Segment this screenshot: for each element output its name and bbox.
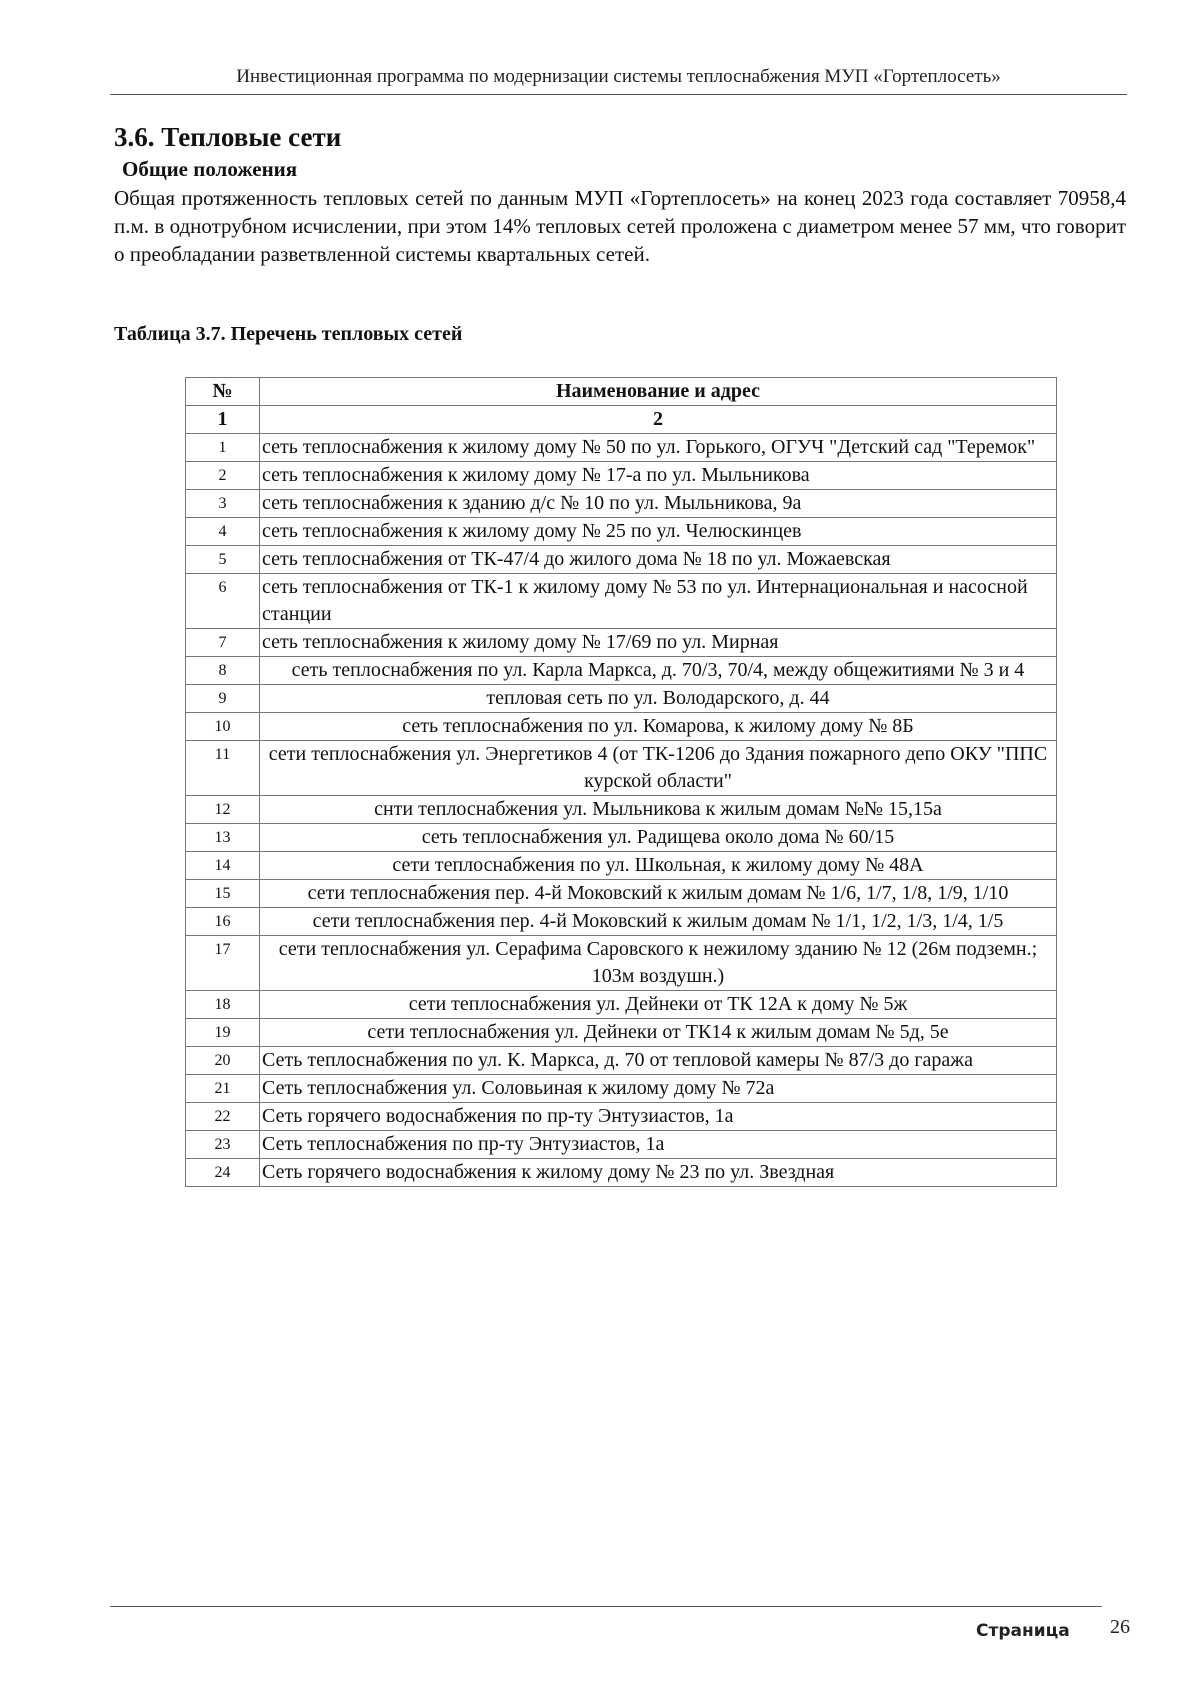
table-row [186,713,1057,741]
table-row [186,1131,1057,1159]
row-name-address: сеть теплоснабжения от ТК-47/4 до жилого дома № 18 по ул. Можаевская [260,546,1057,574]
table-index-row [186,406,1057,434]
table-row [186,574,1057,629]
table-row [186,629,1057,657]
row-name-address: сети теплоснабжения пер. 4-й Моковский к жилым домам № 1/6, 1/7, 1/8, 1/9, 1/10 [260,880,1057,908]
table-body [186,434,1057,1187]
row-number: 18 [186,991,260,1019]
row-name-address: сеть теплоснабжения от ТК-1 к жилому дому № 53 по ул. Интернациональная и насосной станции [260,574,1057,629]
footer-page-label: Страница [976,1621,1070,1641]
column-header-number: № [186,378,260,406]
row-name-address: сети теплоснабжения по ул. Школьная, к жилому дому № 48А [260,852,1057,880]
table-row [186,685,1057,713]
row-name-address: тепловая сеть по ул. Володарского, д. 44 [260,685,1057,713]
table-row [186,546,1057,574]
row-name-address: сети теплоснабжения ул. Энергетиков 4 (от ТК-1206 до Здания пожарного депо ОКУ "ППС курской области" [260,741,1057,796]
table-row [186,434,1057,462]
intro-paragraph: Общая протяженность тепловых сетей по данным МУП «Гортеплосеть» на конец 2023 года составляет 70958,4 п.м. в однотрубном исчислении, при этом 14% тепловых сетей проложена с диаметром менее 57 мм, что говорит о преобладании разветвленной системы квартальных сетей. [114,186,1126,266]
table-row [186,1075,1057,1103]
table-row [186,852,1057,880]
table-row [186,518,1057,546]
row-number: 6 [186,574,260,629]
table-row [186,1103,1057,1131]
row-number: 11 [186,741,260,796]
table-row [186,490,1057,518]
heat-networks-table [185,377,1057,1187]
table-row [186,908,1057,936]
table-row [186,462,1057,490]
row-name-address: сеть теплоснабжения к жилому дому № 17-а по ул. Мыльникова [260,462,1057,490]
header-divider [110,94,1127,95]
table-caption: Таблица 3.7. Перечень тепловых сетей [114,323,463,345]
row-number: 4 [186,518,260,546]
row-number: 19 [186,1019,260,1047]
row-number: 2 [186,462,260,490]
row-number: 1 [186,434,260,462]
row-number: 22 [186,1103,260,1131]
row-name-address: Сеть горячего водоснабжения по пр-ту Энтузиастов, 1а [260,1103,1057,1131]
row-number: 10 [186,713,260,741]
row-name-address: сети теплоснабжения ул. Дейнеки от ТК 12А к дому № 5ж [260,991,1057,1019]
row-number: 5 [186,546,260,574]
row-number: 21 [186,1075,260,1103]
table-row [186,880,1057,908]
column-index-number: 1 [186,406,260,434]
table-row [186,657,1057,685]
footer-divider [110,1606,1102,1607]
row-number: 17 [186,936,260,991]
row-name-address: сеть теплоснабжения к жилому дому № 50 по ул. Горького, ОГУЧ "Детский сад "Теремок" [260,434,1057,462]
row-number: 16 [186,908,260,936]
table-row [186,1019,1057,1047]
table-header-row [186,378,1057,406]
page-header: Инвестиционная программа по модернизации системы теплоснабжения МУП «Гортеплосеть» [236,66,1001,87]
row-number: 23 [186,1131,260,1159]
row-name-address: Сеть теплоснабжения по пр-ту Энтузиастов, 1а [260,1131,1057,1159]
row-name-address: сеть теплоснабжения по ул. Комарова, к жилому дому № 8Б [260,713,1057,741]
row-name-address: Сеть теплоснабжения ул. Соловьиная к жилому дому № 72а [260,1075,1057,1103]
row-name-address: сеть теплоснабжения к зданию д/с № 10 по ул. Мыльникова, 9а [260,490,1057,518]
row-number: 12 [186,796,260,824]
row-number: 3 [186,490,260,518]
table-row [186,741,1057,796]
row-name-address: сети теплоснабжения ул. Дейнеки от ТК14 к жилым домам № 5д, 5е [260,1019,1057,1047]
section-title: 3.6. Тепловые сети [114,122,342,152]
table-row [186,824,1057,852]
row-name-address: снти теплоснабжения ул. Мыльникова к жилым домам №№ 15,15а [260,796,1057,824]
row-number: 14 [186,852,260,880]
column-index-name: 2 [260,406,1057,434]
row-number: 8 [186,657,260,685]
row-name-address: сети теплоснабжения пер. 4-й Моковский к жилым домам № 1/1, 1/2, 1/3, 1/4, 1/5 [260,908,1057,936]
row-number: 9 [186,685,260,713]
subsection-title: Общие положения [122,157,298,181]
row-number: 20 [186,1047,260,1075]
row-number: 15 [186,880,260,908]
table-row [186,1159,1057,1187]
row-name-address: сеть теплоснабжения к жилому дому № 17/69 по ул. Мирная [260,629,1057,657]
row-name-address: сеть теплоснабжения к жилому дому № 25 по ул. Челюскинцев [260,518,1057,546]
row-number: 24 [186,1159,260,1187]
row-number: 13 [186,824,260,852]
table-row [186,796,1057,824]
table-row [186,936,1057,991]
table-row [186,991,1057,1019]
table-row [186,1047,1057,1075]
row-name-address: сеть теплоснабжения ул. Радищева около дома № 60/15 [260,824,1057,852]
page-number: 26 [1110,1616,1130,1638]
row-name-address: сеть теплоснабжения по ул. Карла Маркса, д. 70/3, 70/4, между общежитиями № 3 и 4 [260,657,1057,685]
column-header-name: Наименование и адрес [260,378,1057,406]
row-name-address: Сеть горячего водоснабжения к жилому дому № 23 по ул. Звездная [260,1159,1057,1187]
row-name-address: сети теплоснабжения ул. Серафима Саровского к нежилому зданию № 12 (26м подземн.; 103м воздушн.) [260,936,1057,991]
row-name-address: Сеть теплоснабжения по ул. К. Маркса, д. 70 от тепловой камеры № 87/3 до гаража [260,1047,1057,1075]
row-number: 7 [186,629,260,657]
